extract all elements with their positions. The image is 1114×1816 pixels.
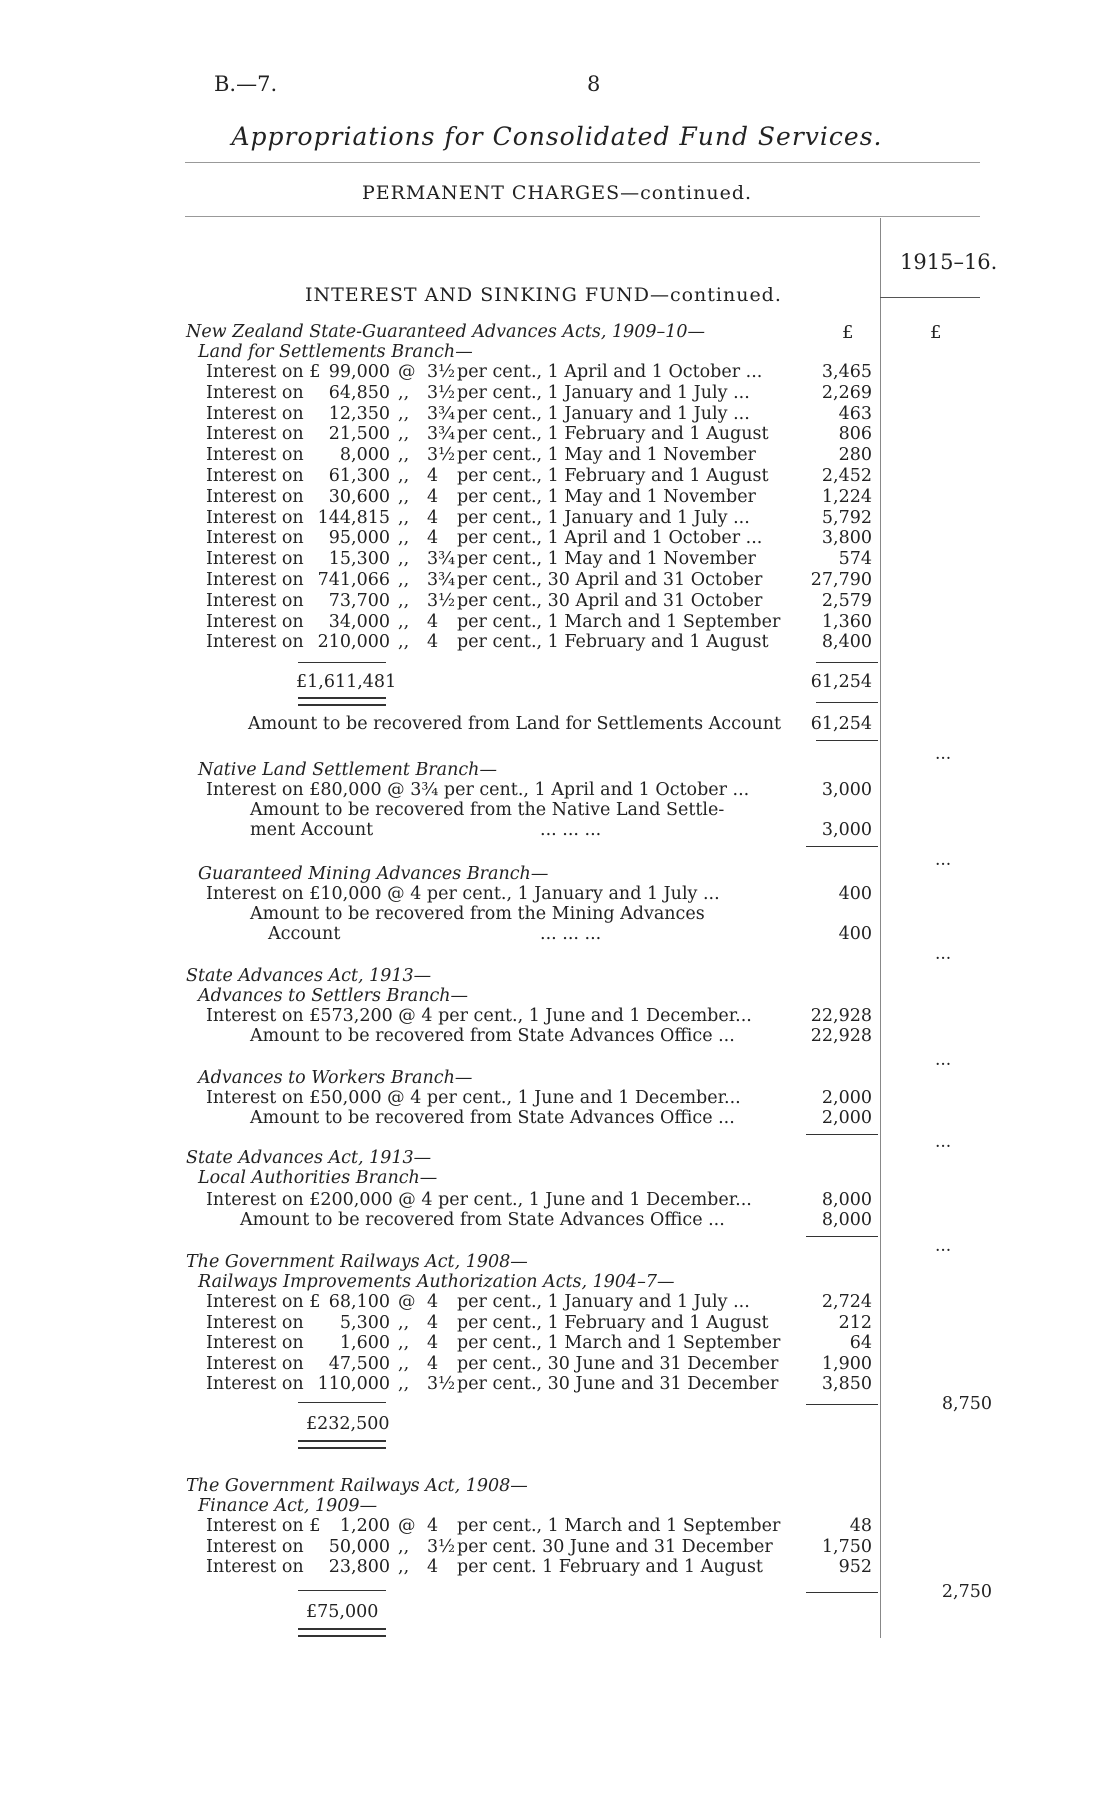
interest-value: 1,224 xyxy=(821,486,872,507)
branch-heading: Local Authorities Branch— xyxy=(198,1168,438,1188)
value-subtotal-rule xyxy=(806,1592,878,1593)
interest-rate: 4 xyxy=(427,1333,439,1354)
rate-separator: ,, xyxy=(398,1374,410,1395)
recovered-text: Amount to be recovered from State Advances Office ... xyxy=(250,1026,735,1046)
recovered-text: Amount to be recovered from Land for Settlements Account xyxy=(248,714,782,734)
interest-rate: 4 xyxy=(427,1312,439,1333)
interest-value: 2,579 xyxy=(821,590,872,611)
leader-dots: ... ... ... xyxy=(540,820,602,840)
principal-amount: 61,300 xyxy=(328,466,390,486)
interest-row xyxy=(0,383,1114,405)
interest-value: 280 xyxy=(838,445,872,466)
interest-value: 3,000 xyxy=(821,780,872,800)
interest-label: Interest on £ xyxy=(206,362,321,382)
recovered-text-cont: ment Account xyxy=(250,820,374,840)
interest-row xyxy=(0,1333,1114,1355)
principal-amount: 99,000 xyxy=(328,362,390,382)
interest-label: Interest on xyxy=(206,1536,304,1557)
principal-amount: 95,000 xyxy=(328,528,390,549)
interest-label: Interest on xyxy=(206,466,304,486)
interest-value: 48 xyxy=(849,1516,872,1536)
payment-terms: per cent., 1 March and 1 September xyxy=(457,1516,781,1536)
interest-rate: 4 xyxy=(427,1557,439,1578)
interest-value: 22,928 xyxy=(810,1006,872,1026)
rate-separator: ,, xyxy=(398,1312,410,1333)
payment-terms: per cent., 1 January and 1 July ... xyxy=(457,403,750,424)
interest-value: 400 xyxy=(838,884,872,904)
rate-separator: @ xyxy=(398,362,416,382)
payment-terms: per cent., 1 May and 1 November xyxy=(457,445,756,466)
principal-amount: 64,850 xyxy=(328,382,390,403)
interest-value: 2,452 xyxy=(821,466,872,486)
interest-row xyxy=(0,362,1114,384)
interest-rate: 4 xyxy=(427,611,439,632)
principal-amount: 50,000 xyxy=(328,1536,390,1557)
rate-separator: ,, xyxy=(398,424,410,445)
interest-rate: 3¾ xyxy=(427,570,456,590)
rate-separator: ,, xyxy=(398,507,410,528)
interest-label: Interest on xyxy=(206,486,304,507)
principal-total: £232,500 xyxy=(306,1414,390,1434)
interest-rate: 3¾ xyxy=(427,403,456,424)
principal-total: £75,000 xyxy=(306,1602,379,1622)
interest-label: Interest on xyxy=(206,403,304,424)
interest-line: Interest on £573,200 @ 4 per cent., 1 June and 1 December... xyxy=(206,1006,752,1026)
rate-separator: ,, xyxy=(398,1536,410,1557)
principal-amount: 23,800 xyxy=(328,1557,390,1578)
nil-marker: ... xyxy=(935,1050,952,1070)
payment-terms: per cent. 30 June and 31 December xyxy=(457,1536,773,1557)
year-column-header: 1915–16. xyxy=(900,250,998,274)
interest-row xyxy=(0,549,1114,571)
interest-row xyxy=(0,445,1114,467)
interest-row xyxy=(0,508,1114,530)
payment-terms: per cent., 30 June and 31 December xyxy=(457,1353,779,1374)
interest-rate: 3¾ xyxy=(427,549,456,570)
rate-separator: ,, xyxy=(398,403,410,424)
rate-separator: ,, xyxy=(398,632,410,653)
interest-row xyxy=(0,591,1114,613)
payment-terms: per cent., 1 May and 1 November xyxy=(457,486,756,507)
section-end-rule xyxy=(806,846,878,847)
branch-heading: Advances to Workers Branch— xyxy=(198,1068,473,1088)
branch-heading: Native Land Settlement Branch— xyxy=(198,760,497,780)
interest-label: Interest on xyxy=(206,632,304,653)
interest-label: Interest on xyxy=(206,611,304,632)
recovered-value: 8,000 xyxy=(821,1210,872,1230)
interest-row xyxy=(0,570,1114,592)
nil-marker: ... xyxy=(935,1236,952,1256)
payment-terms: per cent. 1 February and 1 August xyxy=(457,1557,763,1578)
payment-terms: per cent., 1 February and 1 August xyxy=(457,1312,769,1333)
interest-rate: 4 xyxy=(427,632,439,653)
rate-separator: ,, xyxy=(398,1353,410,1374)
rate-separator: ,, xyxy=(398,486,410,507)
nil-marker: ... xyxy=(935,1132,952,1152)
interest-value: 3,800 xyxy=(821,528,872,549)
interest-label: Interest on xyxy=(206,1312,304,1333)
interest-rate: 4 xyxy=(427,528,439,549)
interest-value: 1,900 xyxy=(821,1353,872,1374)
principal-amount: 1,600 xyxy=(339,1333,390,1354)
principal-amount: 21,500 xyxy=(328,424,390,445)
interest-row xyxy=(0,632,1114,654)
rate-separator: @ xyxy=(398,1516,416,1536)
principal-amount: 73,700 xyxy=(328,590,390,611)
payment-terms: per cent., 30 June and 31 December xyxy=(457,1374,779,1395)
interest-label: Interest on xyxy=(206,528,304,549)
page-number: 8 xyxy=(587,72,601,96)
interest-value: 8,400 xyxy=(821,632,872,653)
interest-line: Interest on £200,000 @ 4 per cent., 1 June and 1 December... xyxy=(206,1190,752,1210)
double-rule xyxy=(298,1628,386,1637)
subtotal-rule xyxy=(298,662,386,663)
value-total-rule xyxy=(816,702,878,703)
payment-terms: per cent., 1 May and 1 November xyxy=(457,549,756,570)
branch-heading: Guaranteed Mining Advances Branch— xyxy=(198,864,549,884)
branch-heading: Railways Improvements Authorization Acts, 1904–7— xyxy=(198,1272,675,1292)
interest-rate: 3½ xyxy=(427,590,456,611)
rate-separator: ,, xyxy=(398,611,410,632)
page-subtitle: PERMANENT CHARGES—continued. xyxy=(361,182,753,204)
interest-label: Interest on xyxy=(206,1333,304,1354)
recovered-text: Amount to be recovered from the Mining Advances xyxy=(250,904,705,924)
act-heading: New Zealand State-Guaranteed Advances Acts, 1909–10— xyxy=(186,322,706,342)
interest-label: Interest on £ xyxy=(206,1516,321,1536)
interest-rate: 3½ xyxy=(427,382,456,403)
principal-amount: 5,300 xyxy=(339,1312,390,1333)
interest-line: Interest on £80,000 @ 3¾ per cent., 1 April and 1 October ... xyxy=(206,780,750,800)
interest-label: Interest on xyxy=(206,507,304,528)
interest-row xyxy=(0,487,1114,509)
payment-terms: per cent., 1 April and 1 October ... xyxy=(457,528,763,549)
interest-rate: 4 xyxy=(427,1516,439,1536)
interest-value: 64 xyxy=(849,1333,872,1354)
interest-label: Interest on xyxy=(206,382,304,403)
interest-row xyxy=(0,1292,1114,1314)
interest-row xyxy=(0,424,1114,446)
act-heading: The Government Railways Act, 1908— xyxy=(186,1252,528,1272)
principal-amount: 741,066 xyxy=(317,570,390,590)
interest-value: 2,269 xyxy=(821,382,872,403)
recovered-value: 3,000 xyxy=(821,820,872,840)
interest-row xyxy=(0,1313,1114,1335)
section-heading: INTEREST AND SINKING FUND—continued. xyxy=(305,284,782,306)
principal-amount: 15,300 xyxy=(328,549,390,570)
principal-amount: 30,600 xyxy=(328,486,390,507)
recovered-text-cont: Account xyxy=(268,924,341,944)
branch-heading: Finance Act, 1909— xyxy=(198,1496,378,1516)
double-rule xyxy=(298,1440,386,1449)
act-heading: The Government Railways Act, 1908— xyxy=(186,1476,528,1496)
interest-label: Interest on xyxy=(206,1557,304,1578)
interest-row xyxy=(0,612,1114,634)
payment-terms: per cent., 1 March and 1 September xyxy=(457,1333,781,1354)
interest-label: Interest on xyxy=(206,549,304,570)
payment-terms: per cent., 30 April and 31 October xyxy=(457,570,763,590)
interest-value: 8,000 xyxy=(821,1190,872,1210)
interest-row xyxy=(0,528,1114,550)
year-total: 8,750 xyxy=(941,1394,992,1414)
interest-rate: 3½ xyxy=(427,445,456,466)
recovered-text: Amount to be recovered from State Advances Office ... xyxy=(250,1108,735,1128)
document-reference: B.—7. xyxy=(214,72,278,96)
interest-rate: 3½ xyxy=(427,362,456,382)
payment-terms: per cent., 30 April and 31 October xyxy=(457,590,763,611)
interest-line: Interest on £50,000 @ 4 per cent., 1 June and 1 December... xyxy=(206,1088,741,1108)
recovered-value: 400 xyxy=(838,924,872,944)
rate-separator: ,, xyxy=(398,590,410,611)
interest-value: 1,750 xyxy=(821,1536,872,1557)
rate-separator: ,, xyxy=(398,445,410,466)
interest-value: 5,792 xyxy=(821,507,872,528)
principal-amount: 68,100 xyxy=(328,1292,390,1312)
interest-row xyxy=(0,1354,1114,1376)
interest-row xyxy=(0,1516,1114,1538)
principal-total: £1,611,481 xyxy=(296,672,397,692)
interest-value: 3,465 xyxy=(821,362,872,382)
rate-separator: ,, xyxy=(398,382,410,403)
interest-value: 574 xyxy=(838,549,872,570)
value-total: 61,254 xyxy=(810,672,872,692)
interest-row xyxy=(0,1557,1114,1579)
interest-value: 2,724 xyxy=(821,1292,872,1312)
section-end-rule xyxy=(816,740,878,741)
payment-terms: per cent., 1 February and 1 August xyxy=(457,466,769,486)
nil-marker: ... xyxy=(935,850,952,870)
interest-value: 806 xyxy=(838,424,872,445)
rate-separator: ,, xyxy=(398,549,410,570)
rate-separator: ,, xyxy=(398,1333,410,1354)
interest-row xyxy=(0,466,1114,488)
interest-label: Interest on xyxy=(206,1353,304,1374)
interest-value: 27,790 xyxy=(810,570,872,590)
interest-value: 1,360 xyxy=(821,611,872,632)
leader-dots: ... ... ... xyxy=(540,924,602,944)
interest-rate: 4 xyxy=(427,1292,439,1312)
recovered-value: 22,928 xyxy=(810,1026,872,1046)
interest-value: 2,000 xyxy=(821,1088,872,1108)
title-rule xyxy=(185,162,980,163)
subtotal-rule xyxy=(298,1590,386,1591)
interest-rate: 3½ xyxy=(427,1536,456,1557)
interest-value: 952 xyxy=(838,1557,872,1578)
value-subtotal-rule xyxy=(806,1404,878,1405)
recovered-text: Amount to be recovered from State Advances Office ... xyxy=(240,1210,725,1230)
interest-row xyxy=(0,404,1114,426)
principal-amount: 110,000 xyxy=(317,1374,390,1395)
interest-label: Interest on xyxy=(206,590,304,611)
value-subtotal-rule xyxy=(816,662,878,663)
act-heading: State Advances Act, 1913— xyxy=(186,966,432,986)
interest-label: Interest on xyxy=(206,445,304,466)
payment-terms: per cent., 1 March and 1 September xyxy=(457,611,781,632)
payment-terms: per cent., 1 January and 1 July ... xyxy=(457,507,750,528)
branch-heading: Advances to Settlers Branch— xyxy=(198,986,469,1006)
interest-line: Interest on £10,000 @ 4 per cent., 1 January and 1 July ... xyxy=(206,884,720,904)
payment-terms: per cent., 1 February and 1 August xyxy=(457,424,769,445)
currency-symbol-2: £ xyxy=(930,322,942,343)
payment-terms: per cent., 1 April and 1 October ... xyxy=(457,362,763,382)
interest-rate: 4 xyxy=(427,507,439,528)
nil-marker: ... xyxy=(935,944,952,964)
year-header-rule xyxy=(880,297,980,298)
year-total: 2,750 xyxy=(941,1582,992,1602)
currency-symbol-1: £ xyxy=(842,322,854,343)
principal-amount: 1,200 xyxy=(339,1516,390,1536)
subtotal-rule xyxy=(298,1402,386,1403)
nil-marker: ... xyxy=(935,744,952,764)
section-end-rule xyxy=(806,1134,878,1135)
interest-value: 463 xyxy=(838,403,872,424)
interest-rate: 3¾ xyxy=(427,424,456,445)
interest-row xyxy=(0,1537,1114,1559)
rate-separator: ,, xyxy=(398,570,410,590)
interest-value: 3,850 xyxy=(821,1374,872,1395)
section-end-rule xyxy=(806,1236,878,1237)
recovered-value: 2,000 xyxy=(821,1108,872,1128)
payment-terms: per cent., 1 February and 1 August xyxy=(457,632,769,653)
rate-separator: @ xyxy=(398,1292,416,1312)
double-rule xyxy=(298,697,386,706)
interest-value: 212 xyxy=(838,1312,872,1333)
interest-label: Interest on xyxy=(206,1374,304,1395)
interest-rate: 3½ xyxy=(427,1374,456,1395)
principal-amount: 210,000 xyxy=(317,632,390,653)
subtitle-rule xyxy=(185,216,980,217)
act-heading: State Advances Act, 1913— xyxy=(186,1148,432,1168)
principal-amount: 34,000 xyxy=(328,611,390,632)
principal-amount: 8,000 xyxy=(339,445,390,466)
payment-terms: per cent., 1 January and 1 July ... xyxy=(457,382,750,403)
recovered-text: Amount to be recovered from the Native Land Settle- xyxy=(250,800,725,820)
interest-label: Interest on xyxy=(206,424,304,445)
rate-separator: ,, xyxy=(398,528,410,549)
rate-separator: ,, xyxy=(398,1557,410,1578)
interest-rate: 4 xyxy=(427,1353,439,1374)
recovered-value: 61,254 xyxy=(810,714,872,734)
interest-rate: 4 xyxy=(427,486,439,507)
page-title: Appropriations for Consolidated Fund Services. xyxy=(231,122,883,151)
rate-separator: ,, xyxy=(398,466,410,486)
principal-amount: 47,500 xyxy=(328,1353,390,1374)
payment-terms: per cent., 1 January and 1 July ... xyxy=(457,1292,750,1312)
interest-label: Interest on £ xyxy=(206,1292,321,1312)
interest-label: Interest on xyxy=(206,570,304,590)
branch-heading: Land for Settlements Branch— xyxy=(198,342,473,362)
interest-rate: 4 xyxy=(427,466,439,486)
principal-amount: 144,815 xyxy=(317,507,390,528)
principal-amount: 12,350 xyxy=(328,403,390,424)
